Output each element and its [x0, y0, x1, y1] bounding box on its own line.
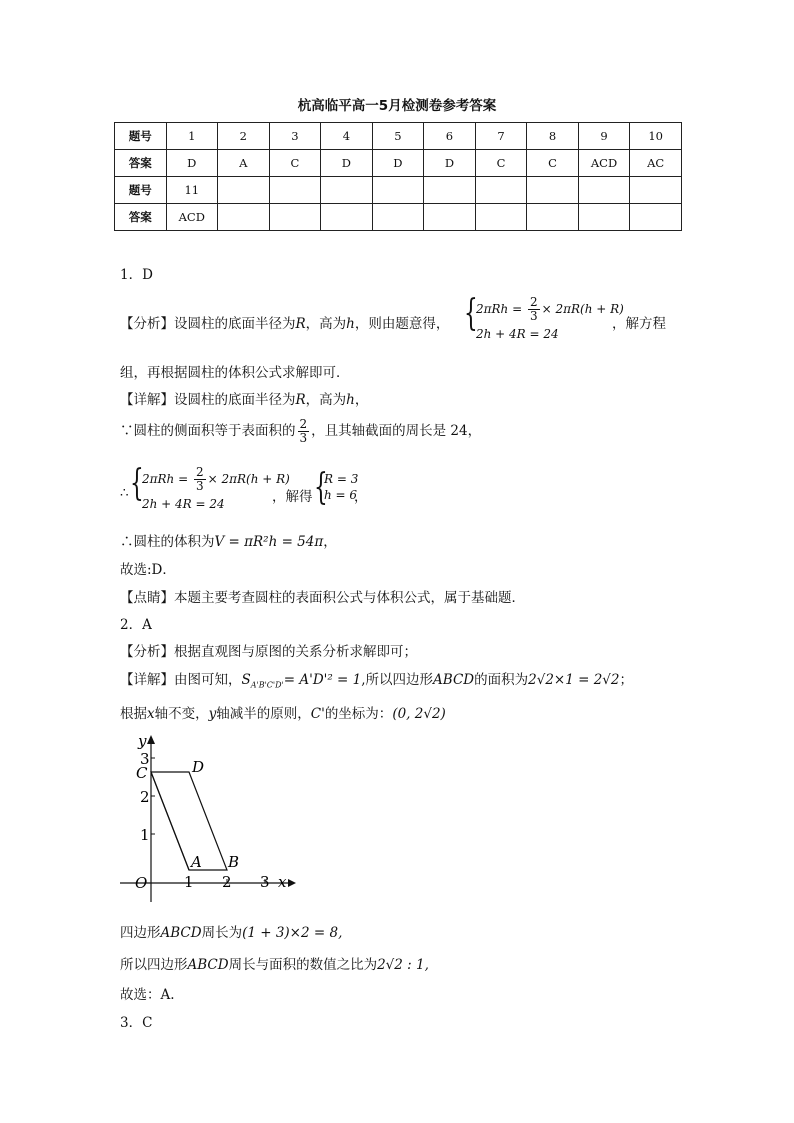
math: S — [241, 672, 251, 688]
segment-ca — [151, 772, 189, 870]
y-tick-label: 1 — [140, 826, 150, 844]
q1-choose: 故选:D． — [120, 562, 176, 578]
brace-icon: { — [130, 463, 144, 504]
table-cell: 6 — [424, 123, 476, 150]
math-var: h — [346, 392, 355, 408]
math: V = πR²h = 54π — [214, 534, 324, 550]
math: × 2πR(h + R) — [541, 302, 624, 316]
math-var: y — [208, 706, 217, 722]
table-cell: 题号 — [115, 177, 167, 204]
q1-analysis — [120, 312, 449, 332]
table-cell: 答案 — [115, 150, 167, 177]
table-cell — [527, 177, 579, 204]
table-cell: 9 — [578, 123, 630, 150]
math: 2h + 4R = 24 — [142, 497, 225, 511]
text: 【详解】设圆柱的底面半径为 — [120, 392, 296, 408]
text: 【详解】由图可知， — [120, 672, 242, 688]
math-var: R — [295, 316, 306, 332]
y-tick-label: 3 — [140, 750, 150, 768]
q2-heading: 2．A — [120, 617, 152, 633]
table-cell: D — [166, 150, 218, 177]
table-cell: 1 — [166, 123, 218, 150]
math: ABCD — [160, 925, 202, 941]
text: ，高为 — [305, 316, 347, 332]
math: = A'D'² = 1 — [283, 672, 362, 688]
table-cell: D — [321, 150, 373, 177]
math: (0, 2√2) — [392, 706, 446, 722]
text: ，解方程 — [612, 316, 666, 332]
q2-choose: 故选：A. — [120, 987, 175, 1003]
table-cell — [630, 177, 682, 204]
table-cell — [578, 177, 630, 204]
frac-num: 2 — [529, 295, 538, 309]
table-cell: 5 — [372, 123, 424, 150]
math: × 2πR(h + R) — [207, 472, 290, 486]
text: ∴圆柱的体积为 — [120, 534, 215, 550]
table-cell: 10 — [630, 123, 682, 150]
table-cell: ACD — [578, 150, 630, 177]
q2-analysis: 【分析】根据直观图与原图的关系分析求解即可； — [120, 644, 417, 660]
math: ABCD — [187, 957, 229, 973]
text: ∴ — [120, 485, 129, 501]
text: ； — [619, 672, 633, 688]
arrow-icon — [288, 879, 296, 887]
parallelogram-abcd — [151, 772, 227, 870]
x-tick-label: 1 — [184, 873, 194, 891]
table-cell: 2 — [218, 123, 270, 150]
text: 的面积为 — [474, 672, 529, 688]
answer-table — [114, 122, 682, 231]
table-cell: 11 — [166, 177, 218, 204]
table-cell — [527, 204, 579, 231]
text: 轴减半的原则， — [216, 706, 311, 722]
math-var: h — [346, 316, 355, 332]
table-cell: 7 — [475, 123, 527, 150]
text: 根据 — [120, 706, 147, 722]
text: ，且其轴截面的周长是 24， — [311, 423, 482, 439]
brace-icon: { — [464, 293, 478, 334]
table-cell — [269, 177, 321, 204]
text: 【分析】设圆柱的底面半径为 — [120, 316, 296, 332]
text: ,所以四边形 — [361, 672, 434, 688]
table-cell: 题号 — [115, 123, 167, 150]
coordinate-figure — [118, 726, 308, 906]
math: R = 3 — [324, 472, 359, 486]
table-cell — [269, 204, 321, 231]
point-label-b: B — [228, 853, 240, 871]
table-cell — [321, 204, 373, 231]
y-tick-label: 2 — [140, 788, 150, 806]
math: 2πRh = — [142, 472, 189, 486]
text: 所以四边形 — [120, 957, 188, 973]
table-cell: 8 — [527, 123, 579, 150]
text: ，高为 — [305, 392, 347, 408]
table-cell: 3 — [269, 123, 321, 150]
math-var: x — [147, 706, 155, 722]
frac-den: 3 — [529, 309, 538, 323]
table-cell — [475, 177, 527, 204]
q1-detail — [120, 388, 368, 408]
equation-system — [142, 466, 290, 511]
table-cell: 答案 — [115, 204, 167, 231]
text: ，则由题意得， — [354, 316, 450, 332]
table-cell — [424, 177, 476, 204]
table-row — [115, 177, 682, 204]
table-cell: C — [527, 150, 579, 177]
table-cell: A — [218, 150, 270, 177]
math-sub: A'B'C'D' — [250, 680, 284, 690]
x-tick-label: 2 — [222, 873, 232, 891]
fraction — [528, 296, 540, 323]
table-cell: D — [424, 150, 476, 177]
math: 2πRh = — [476, 302, 523, 316]
x-axis-label: x — [278, 873, 287, 891]
text: ， — [354, 489, 368, 505]
fraction — [194, 466, 206, 493]
table-row — [115, 204, 682, 231]
text: ，解得 — [272, 489, 313, 505]
math: 2h + 4R = 24 — [476, 327, 559, 341]
math: 2√2 : 1, — [377, 957, 429, 973]
arrow-icon — [147, 735, 155, 744]
table-cell: C — [269, 150, 321, 177]
page-title: 杭高临平高一5月检测卷参考答案 — [297, 98, 497, 114]
text: 的坐标为： — [324, 706, 393, 722]
fraction — [298, 418, 310, 445]
text: 周长与面积的数值之比为 — [228, 957, 378, 973]
text: 四边形 — [120, 925, 161, 941]
table-cell: C — [475, 150, 527, 177]
q1-given — [120, 418, 481, 445]
q2-ratio — [120, 953, 429, 973]
q1-volume — [120, 530, 337, 550]
equation-system — [476, 296, 624, 341]
q1-heading: 1．D — [120, 267, 153, 283]
math: ABCD — [433, 672, 475, 688]
table-row — [115, 150, 682, 177]
math: (1 + 3)×2 = 8, — [242, 925, 343, 941]
table-cell: 4 — [321, 123, 373, 150]
frac-num: 2 — [195, 465, 204, 479]
q3-heading: 3．C — [120, 1015, 153, 1031]
frac-den: 3 — [195, 479, 204, 493]
brace-icon: { — [314, 467, 328, 508]
table-cell — [578, 204, 630, 231]
table-cell — [218, 204, 270, 231]
x-tick-label: 3 — [260, 873, 270, 891]
table-cell — [630, 204, 682, 231]
table-cell — [372, 177, 424, 204]
table-cell — [218, 177, 270, 204]
table-row — [115, 123, 682, 150]
text: ， — [323, 534, 337, 550]
point-label-d: D — [192, 758, 205, 776]
frac-den: 3 — [299, 431, 308, 445]
table-cell: AC — [630, 150, 682, 177]
q1-comment: 【点睛】本题主要考查圆柱的表面积公式与体积公式，属于基础题． — [120, 590, 525, 606]
table-cell — [321, 177, 373, 204]
text: ， — [354, 392, 369, 408]
q2-perimeter — [120, 921, 342, 941]
text: 周长为 — [201, 925, 243, 941]
origin-label: O — [135, 874, 148, 892]
q2-rule — [120, 702, 446, 722]
math-var: C' — [310, 706, 325, 722]
text: 轴不变， — [154, 706, 209, 722]
table-cell — [424, 204, 476, 231]
table-cell: D — [372, 150, 424, 177]
point-label-c: C — [136, 764, 148, 782]
point-label-a: A — [191, 853, 202, 871]
text: ∵圆柱的侧面积等于表面积的 — [120, 423, 296, 439]
table-cell — [372, 204, 424, 231]
table-cell: ACD — [166, 204, 218, 231]
q2-detail — [120, 668, 633, 690]
math: 2√2×1 = 2√2 — [528, 672, 620, 688]
math: h = 6 — [324, 488, 358, 502]
y-axis-label: y — [138, 732, 147, 750]
q1-analysis-cont: 组，再根据圆柱的体积公式求解即可． — [120, 365, 350, 381]
table-cell — [475, 204, 527, 231]
frac-num: 2 — [299, 417, 308, 431]
math-var: R — [295, 392, 306, 408]
